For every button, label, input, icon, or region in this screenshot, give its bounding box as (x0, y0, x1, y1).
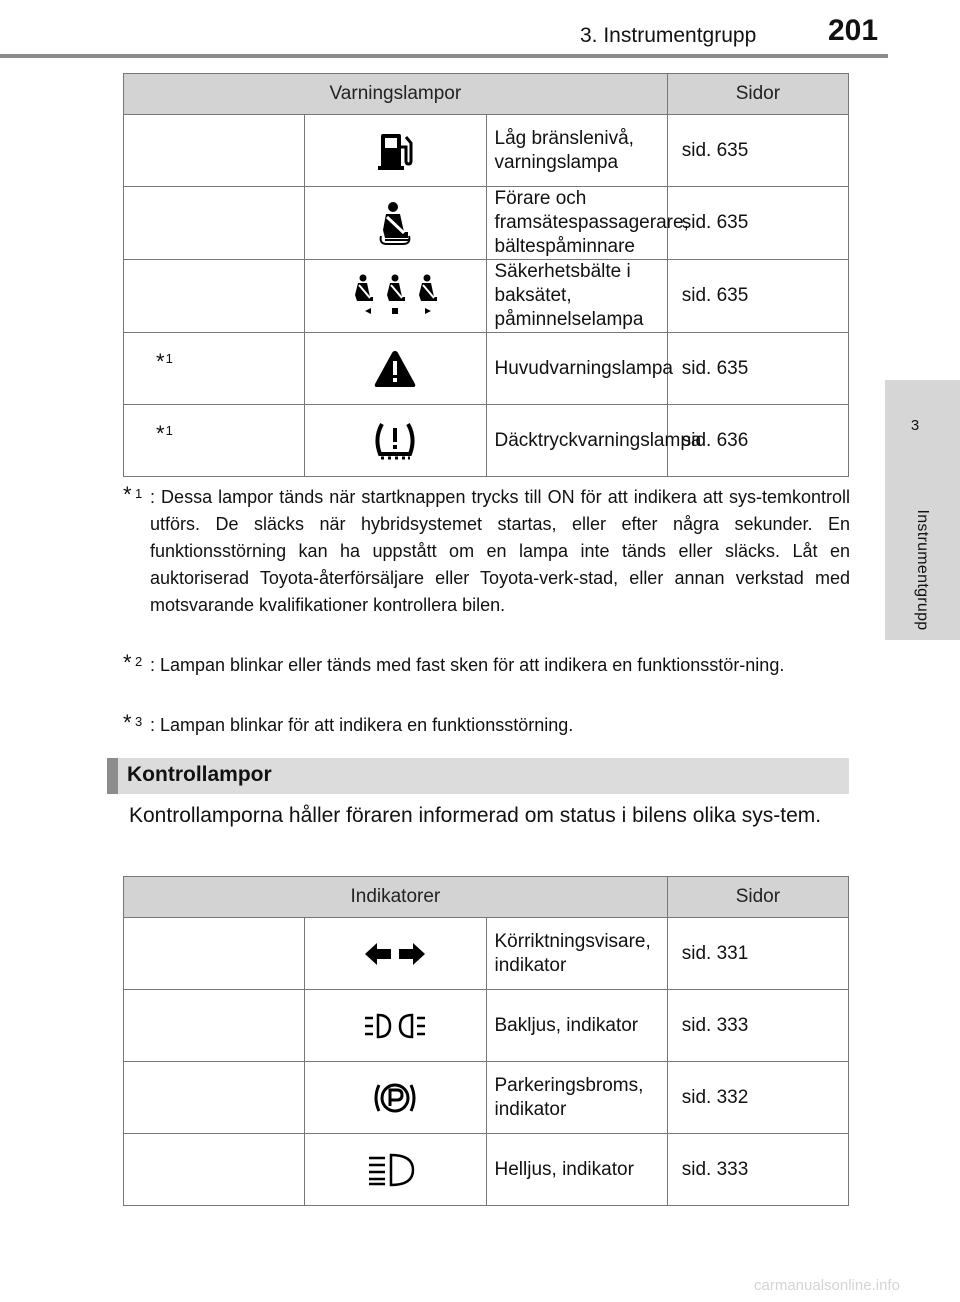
page-reference: sid. 635 (667, 187, 848, 260)
icon-cell (305, 1134, 486, 1206)
footnote-cell (124, 187, 305, 260)
page-reference: sid. 331 (667, 918, 848, 990)
section-heading-bar (107, 758, 849, 794)
page-number: 201 (828, 14, 879, 47)
row-description: Huvudvarningslampa (486, 333, 667, 405)
icon-cell (305, 918, 486, 990)
icon-cell (305, 405, 486, 477)
rear-seatbelt-icon (347, 273, 443, 319)
footnote-cell (124, 333, 305, 405)
high-beam-icon (367, 1152, 423, 1188)
icon-cell (305, 333, 486, 405)
section-accent (107, 758, 118, 794)
footnote-3: * 3 : Lampan blinkar för att indikera en funktionsstörning. (123, 710, 574, 735)
page-reference: sid. 636 (667, 405, 848, 477)
page-reference: sid. 635 (667, 333, 848, 405)
row-description: Bakljus, indikator (486, 990, 667, 1062)
section-intro: Kontrollamporna håller föraren informerad om status i bilens olika sys-tem. (129, 804, 822, 827)
page-reference: sid. 635 (667, 260, 848, 333)
row-description: Förare och framsätespassagerare, bältespåminnare (486, 187, 667, 260)
row-description: Säkerhetsbälte i baksätet, påminnelselampa (486, 260, 667, 333)
page-reference: sid. 332 (667, 1062, 848, 1134)
row-description: Däcktryckvarningslampa (486, 405, 667, 477)
column-header-indicators: Indikatorer (124, 877, 668, 918)
page-reference: sid. 635 (667, 115, 848, 187)
tail-light-icon (363, 1010, 427, 1042)
row-description: Låg bränslenivå, varningslampa (486, 115, 667, 187)
section-title: Kontrollampor (127, 763, 272, 786)
tire-pressure-icon (372, 418, 418, 464)
fuel-pump-icon (373, 129, 417, 173)
footnote-cell (124, 1062, 305, 1134)
footnote-cell (124, 115, 305, 187)
footnote-marker: *$^1$ (156, 421, 173, 446)
table-header-row (124, 877, 849, 918)
page-reference: sid. 333 (667, 1134, 848, 1206)
column-header-pages: Sidor (667, 877, 848, 918)
icon-cell (305, 115, 486, 187)
table-row (124, 333, 849, 405)
header-divider (0, 54, 888, 58)
footnote-1: * 1 : Dessa lampor tänds när startknappen trycks till ON för att indikera att sys-temkontroll utförs. De släcks när hybridsystemet startas, eller efter några sekunder. En funktionsstörning kan ha uppstått om en lampa inte tänds eller släcks. Låt en auktoriserad Toyota-återförsäljare eller Toyota-verk-stad, eller annan verkstad med motsvarande kvalifikationer kontrollera bilen. (123, 482, 850, 615)
row-description: Helljus, indikator (486, 1134, 667, 1206)
table-row (124, 187, 849, 260)
master-warning-icon (373, 349, 417, 389)
footnote-cell (124, 405, 305, 477)
row-description: Parkeringsbroms, indikator (486, 1062, 667, 1134)
chapter-tab-label: Instrumentgrupp (914, 509, 931, 631)
table-row (124, 1134, 849, 1206)
footnote-cell (124, 1134, 305, 1206)
footnote-marker: *$^1$ (156, 349, 173, 374)
footnote-cell (124, 260, 305, 333)
table-row (124, 260, 849, 333)
table-row (124, 405, 849, 477)
warning-lights-table (123, 73, 849, 477)
footer-watermark: carmanualsonline.info (754, 1277, 900, 1294)
turn-signal-icon (363, 939, 427, 969)
icon-cell (305, 187, 486, 260)
table-row (124, 918, 849, 990)
table-row (124, 1062, 849, 1134)
footnote-2: * 2 : Lampan blinkar eller tänds med fast sken för att indikera en funktionsstör-ning. (123, 650, 785, 675)
table-row (124, 990, 849, 1062)
chapter-title: 3. Instrumentgrupp (580, 24, 757, 47)
column-header-warning-lights: Varningslampor (124, 74, 668, 115)
indicators-table (123, 876, 849, 1206)
parking-brake-icon (371, 1077, 419, 1119)
icon-cell (305, 1062, 486, 1134)
page-reference: sid. 333 (667, 990, 848, 1062)
column-header-pages: Sidor (667, 74, 848, 115)
icon-cell (305, 990, 486, 1062)
icon-cell (305, 260, 486, 333)
table-row (124, 115, 849, 187)
seatbelt-icon (373, 200, 417, 246)
chapter-tab-number: 3 (910, 417, 920, 434)
footnote-cell (124, 918, 305, 990)
footnote-cell (124, 990, 305, 1062)
row-description: Körriktningsvisare, indikator (486, 918, 667, 990)
table-header-row (124, 74, 849, 115)
